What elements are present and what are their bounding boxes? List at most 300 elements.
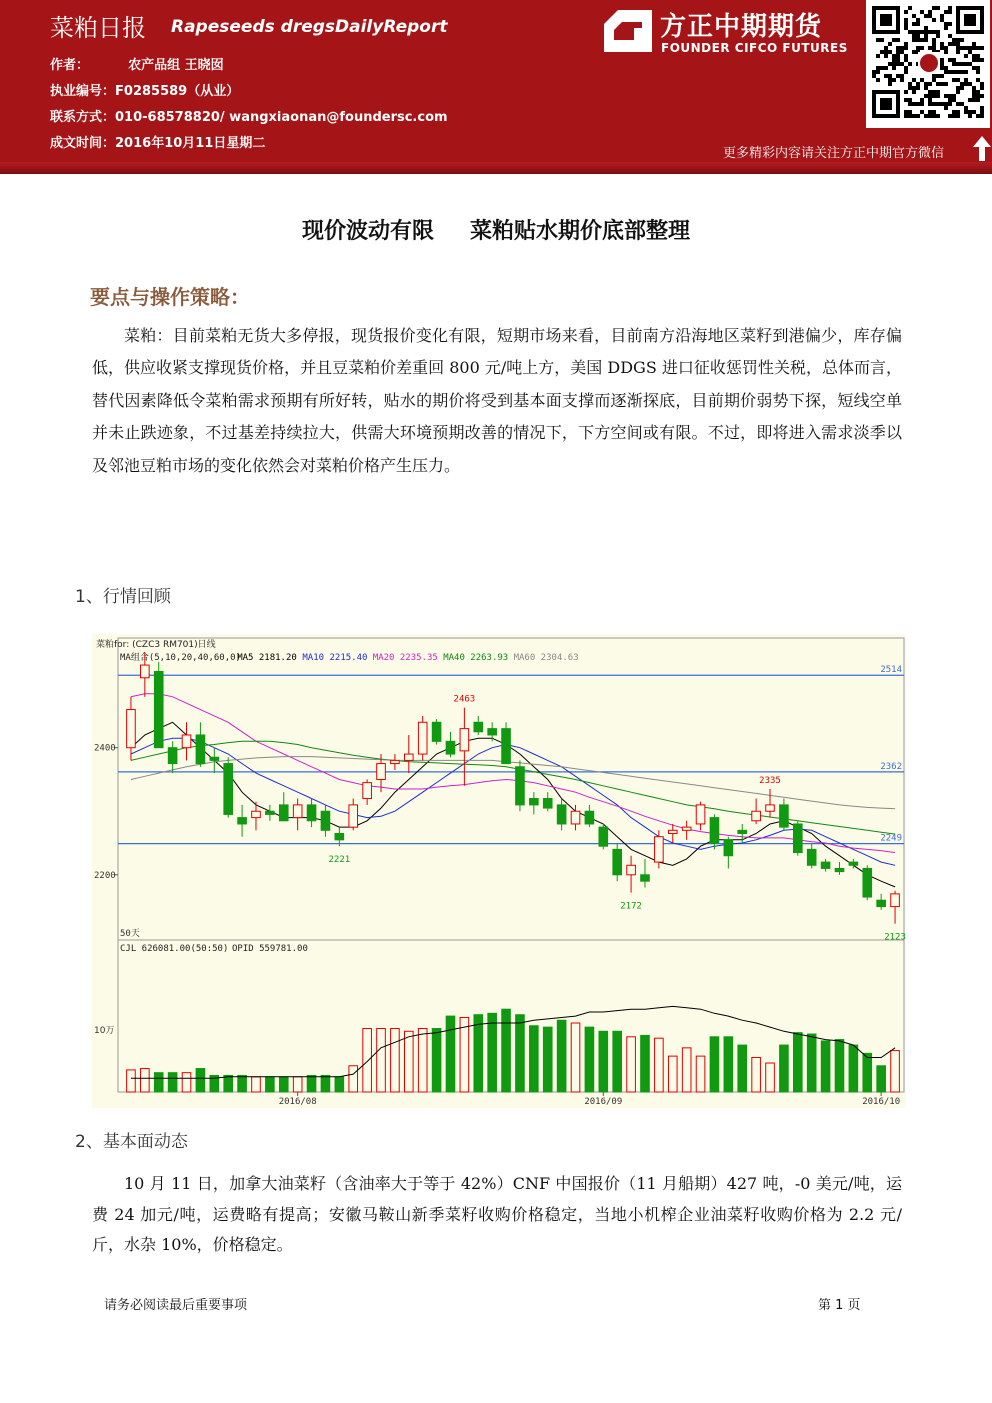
- candle-body: [543, 799, 552, 809]
- qr-module: [928, 102, 932, 106]
- volume-bar: [377, 1029, 386, 1092]
- volume-bar: [238, 1075, 247, 1092]
- volume-bar: [474, 1015, 483, 1092]
- qr-module: [968, 50, 972, 54]
- logo-text-cn: 方正中期期货: [660, 12, 823, 42]
- qr-module: [912, 102, 916, 106]
- qr-module: [976, 90, 980, 94]
- candle-body: [404, 754, 413, 760]
- qr-module: [980, 82, 984, 86]
- volume-bar: [891, 1051, 900, 1092]
- qr-module: [920, 78, 924, 82]
- qr-module: [980, 58, 984, 62]
- qr-module: [892, 58, 896, 62]
- qr-module: [932, 30, 936, 34]
- volume-bar: [724, 1037, 733, 1092]
- section-heading-strategy: 要点与操作策略：: [90, 285, 250, 309]
- candle-body: [210, 757, 219, 760]
- qr-module: [976, 46, 980, 50]
- qr-module: [896, 62, 900, 66]
- ma-legend-item: MA20 2235.35: [372, 653, 438, 663]
- candle-body: [682, 827, 691, 830]
- qr-module: [888, 50, 892, 54]
- qr-module: [944, 70, 948, 74]
- qr-module: [916, 38, 920, 42]
- qr-module: [940, 66, 944, 70]
- volume-tick-label: 10万: [94, 1025, 115, 1036]
- qr-module: [904, 18, 908, 22]
- qr-module: [968, 46, 972, 50]
- volume-bar: [682, 1048, 691, 1092]
- contact-label: 联系方式：: [50, 110, 116, 125]
- qr-module: [968, 82, 972, 86]
- qr-module: [980, 106, 984, 110]
- qr-module: [932, 6, 936, 10]
- qr-module: [956, 86, 960, 90]
- qr-module: [924, 86, 928, 90]
- qr-module: [904, 26, 908, 30]
- qr-module: [932, 74, 936, 78]
- candle-body: [821, 862, 830, 868]
- qr-module: [936, 82, 940, 86]
- qr-module: [900, 46, 904, 50]
- qr-module: [928, 114, 932, 118]
- extreme-label: 2221: [328, 855, 351, 866]
- qr-module: [912, 50, 916, 54]
- candle-body: [279, 805, 288, 821]
- qr-module: [880, 38, 884, 42]
- qr-module: [916, 34, 920, 38]
- candle-body: [641, 875, 650, 881]
- qr-module: [876, 70, 880, 74]
- qr-module: [908, 98, 912, 102]
- volume-bar: [557, 1020, 566, 1092]
- volume-bar: [627, 1037, 636, 1092]
- qr-module: [908, 102, 912, 106]
- qr-module: [948, 58, 952, 62]
- qr-module: [900, 62, 904, 66]
- qr-module: [936, 30, 940, 34]
- qr-module: [920, 98, 924, 102]
- qr-module: [932, 90, 936, 94]
- qr-module: [936, 102, 940, 106]
- qr-module: [956, 102, 960, 106]
- qr-module: [932, 102, 936, 106]
- brand-title: 菜粕日报: [50, 14, 146, 42]
- qr-module: [956, 90, 960, 94]
- qr-module: [948, 22, 952, 26]
- candle-body: [432, 722, 441, 741]
- qr-module: [928, 14, 932, 18]
- qr-module: [932, 78, 936, 82]
- qr-module: [924, 114, 928, 118]
- qr-module: [944, 22, 948, 26]
- qr-module: [972, 86, 976, 90]
- qr-module: [960, 82, 964, 86]
- volume-bar: [349, 1066, 358, 1092]
- qr-module: [912, 22, 916, 26]
- volume-bar: [780, 1045, 789, 1092]
- qr-module: [920, 102, 924, 106]
- author-label: 作者：: [50, 58, 90, 73]
- candle-body: [877, 900, 886, 906]
- candle-body: [460, 729, 469, 751]
- candle-body: [793, 824, 802, 853]
- volume-bar: [432, 1029, 441, 1092]
- qr-module: [904, 58, 908, 62]
- candle-body: [335, 833, 344, 839]
- qr-module: [964, 82, 968, 86]
- qr-module: [892, 54, 896, 58]
- hline-label-2514: 2514: [880, 665, 902, 676]
- qr-module: [960, 62, 964, 66]
- qr-module: [884, 74, 888, 78]
- qr-module: [972, 54, 976, 58]
- qr-module: [912, 38, 916, 42]
- candle-body: [613, 849, 622, 874]
- qr-module: [872, 70, 876, 74]
- qr-module: [944, 94, 948, 98]
- extreme-label: 2172: [620, 901, 642, 912]
- qr-module: [896, 54, 900, 58]
- follow-wechat-text[interactable]: 更多精彩内容请关注方正中期官方微信: [723, 146, 945, 161]
- candle-body: [668, 830, 677, 833]
- qr-module: [972, 98, 976, 102]
- contact-line: [50, 106, 448, 125]
- qr-module: [888, 62, 892, 66]
- volume-bar: [335, 1077, 344, 1092]
- qr-module: [944, 106, 948, 110]
- candle-body: [766, 805, 775, 811]
- qr-code-icon[interactable]: [866, 0, 990, 128]
- candle-body: [571, 811, 580, 824]
- contact-value[interactable]: 010-68578820/ wangxiaonan@foundersc.com: [115, 110, 448, 125]
- qr-module: [956, 114, 960, 118]
- qr-module: [976, 58, 980, 62]
- qr-module: [956, 46, 960, 50]
- volume-bar: [293, 1077, 302, 1092]
- qr-module: [952, 58, 956, 62]
- qr-module: [932, 114, 936, 118]
- volume-bar: [321, 1075, 330, 1092]
- qr-module: [948, 42, 952, 46]
- candle-body: [418, 722, 427, 754]
- qr-module: [892, 62, 896, 66]
- volume-bar: [279, 1077, 288, 1092]
- qr-module: [924, 30, 928, 34]
- volume-bar: [821, 1041, 830, 1092]
- volume-bar: [752, 1058, 761, 1093]
- candle-body: [321, 811, 330, 830]
- qr-module: [896, 58, 900, 62]
- volume-bar: [252, 1077, 261, 1092]
- qr-module: [940, 14, 944, 18]
- qr-module: [948, 94, 952, 98]
- qr-module: [912, 86, 916, 90]
- qr-module: [940, 102, 944, 106]
- qr-module: [880, 50, 884, 54]
- candle-body: [377, 764, 386, 780]
- qr-module: [892, 78, 896, 82]
- qr-module: [976, 98, 980, 102]
- qr-module: [884, 50, 888, 54]
- qr-module: [940, 58, 944, 62]
- candle-body: [585, 811, 594, 824]
- candle-body: [835, 868, 844, 871]
- qr-module: [904, 10, 908, 14]
- qr-module: [928, 94, 932, 98]
- qr-module: [960, 102, 964, 106]
- qr-module: [920, 110, 924, 114]
- qr-module: [972, 110, 976, 114]
- qr-module: [900, 74, 904, 78]
- qr-module: [968, 98, 972, 102]
- qr-module: [944, 46, 948, 50]
- price-tick-label: 2200: [94, 870, 116, 881]
- volume-bar: [127, 1070, 136, 1092]
- qr-module: [976, 78, 980, 82]
- ma-legend-item: MA60 2304.63: [513, 653, 579, 663]
- title-part-2: 菜粕贴水期价底部整理: [470, 219, 691, 244]
- qr-module: [964, 62, 968, 66]
- qr-module: [888, 78, 892, 82]
- qr-module: [904, 114, 908, 118]
- report-header: [0, 0, 992, 162]
- candle-body: [530, 799, 539, 805]
- qr-module: [956, 78, 960, 82]
- qr-module: [936, 74, 940, 78]
- qr-module: [908, 82, 912, 86]
- qr-module: [952, 114, 956, 118]
- candle-body: [849, 862, 858, 865]
- volume-bar: [154, 1073, 163, 1092]
- qr-module: [908, 114, 912, 118]
- qr-module: [976, 114, 980, 118]
- qr-module: [956, 62, 960, 66]
- volume-bar: [502, 1009, 511, 1092]
- qr-module: [948, 6, 952, 10]
- qr-module: [960, 70, 964, 74]
- qr-module: [952, 78, 956, 82]
- candle-body: [391, 760, 400, 763]
- candle-body: [488, 729, 497, 735]
- volume-bar: [835, 1040, 844, 1092]
- volume-bar: [738, 1045, 747, 1092]
- qr-module: [876, 78, 880, 82]
- hline-label-2249: 2249: [880, 833, 902, 844]
- hline-label-2362: 2362: [880, 761, 902, 772]
- volume-bar: [613, 1031, 622, 1092]
- qr-module: [888, 74, 892, 78]
- extreme-label: 2123: [884, 932, 906, 943]
- volume-bar: [599, 1031, 608, 1092]
- title-part-1: 现价波动有限: [301, 219, 434, 244]
- candle-body: [154, 671, 163, 747]
- qr-finder-inner: [964, 14, 976, 26]
- qr-module: [948, 98, 952, 102]
- fundamentals-paragraph: 10 月 11 日，加拿大油菜籽（含油率大于等于 42%）CNF 中国报价（11 月船期）427 吨，-0 美元/吨，运费 24 加元/吨，运费略有提高；安徽马鞍山新季菜籽收购价格稳定，当地小机榨企业油菜籽收购价格为 2.2 元/斤，水杂 10%，价格稳定。: [92, 1174, 902, 1255]
- candle-body: [238, 818, 247, 824]
- qr-module: [876, 54, 880, 58]
- qr-module: [924, 26, 928, 30]
- qr-module: [964, 78, 968, 82]
- date-label: 成文时间：: [50, 136, 116, 151]
- qr-module: [940, 74, 944, 78]
- qr-module: [960, 46, 964, 50]
- qr-module: [916, 114, 920, 118]
- volume-bar: [363, 1029, 372, 1092]
- qr-module: [960, 38, 964, 42]
- volume-bar: [391, 1029, 400, 1092]
- volume-bar: [585, 1027, 594, 1092]
- volume-bar: [543, 1027, 552, 1092]
- qr-module: [948, 70, 952, 74]
- qr-module: [928, 110, 932, 114]
- qr-module: [940, 46, 944, 50]
- qr-module: [956, 50, 960, 54]
- candle-body: [474, 722, 483, 732]
- qr-module: [904, 46, 908, 50]
- volume-bar: [182, 1073, 191, 1092]
- qr-module: [940, 18, 944, 22]
- qr-module: [912, 90, 916, 94]
- qr-module: [976, 54, 980, 58]
- qr-module: [964, 46, 968, 50]
- volume-bar: [168, 1073, 177, 1092]
- candle-body: [627, 865, 636, 875]
- candle-body: [446, 741, 455, 754]
- qr-module: [952, 62, 956, 66]
- qr-module: [936, 114, 940, 118]
- qr-module: [944, 66, 948, 70]
- ma-legend-item: MA组合(5,10,20,40,60,0): [120, 653, 241, 663]
- candle-body: [363, 783, 372, 799]
- qr-module: [960, 86, 964, 90]
- ma-legend-item: MA10 2215.40: [302, 653, 368, 663]
- qr-module: [916, 22, 920, 26]
- qr-finder-inner: [880, 14, 892, 26]
- document-title: [0, 214, 992, 245]
- qr-module: [892, 66, 896, 70]
- qr-module: [932, 38, 936, 42]
- qr-module: [940, 62, 944, 66]
- x-tick-label: 2016/08: [278, 1097, 317, 1107]
- qr-module: [956, 38, 960, 42]
- chart-title: 菜粕for: (CZC3 RM701)日线: [96, 640, 216, 650]
- qr-module: [924, 82, 928, 86]
- license-line: [50, 80, 239, 99]
- qr-module: [920, 10, 924, 14]
- qr-module: [908, 110, 912, 114]
- volume-bar: [668, 1056, 677, 1092]
- qr-module: [944, 10, 948, 14]
- volume-bar: [460, 1017, 469, 1092]
- volume-bar: [530, 1026, 539, 1092]
- summary-paragraph: 菜粕：目前菜粕无货大多停报，现货报价变化有限，短期市场来看，目前南方沿海地区菜籽到港偏少，库存偏低，供应收紧支撑现货价格，并且豆菜粕价差重回 800 元/吨上方，美国 DDGS 进口征收惩罚性关税，总体而言，替代因素降低令菜粕需求预期有所好转，贴水的期价将受到基本面支撑而逐渐探底，目前期价弱势下探，短线空单并未止跌迹象，不过基差持续拉大，供需大环境预期改善的情况下，下方空间或有限。不过，即将进入需求淡季以及邻池豆粕市场的变化依然会对菜粕价格产生压力。: [92, 326, 902, 475]
- ma-legend-item: MA5 2181.20: [237, 653, 297, 663]
- qr-module: [912, 114, 916, 118]
- qr-module: [888, 42, 892, 46]
- candle-body: [127, 710, 136, 748]
- qr-module: [980, 94, 984, 98]
- logo-text-en: FOUNDER CIFCO FUTURES: [661, 41, 848, 55]
- qr-module: [968, 114, 972, 118]
- qr-module: [916, 46, 920, 50]
- qr-module: [948, 114, 952, 118]
- candle-body: [780, 805, 789, 827]
- candle-body: [502, 729, 511, 764]
- qr-module: [928, 82, 932, 86]
- qr-module: [964, 54, 968, 58]
- oi-legend: OPID 559781.00: [232, 944, 308, 954]
- candle-body: [196, 735, 205, 764]
- qr-module: [944, 102, 948, 106]
- qr-module: [964, 110, 968, 114]
- qr-module: [972, 94, 976, 98]
- qr-module: [916, 82, 920, 86]
- volume-bar: [307, 1075, 316, 1092]
- qr-module: [904, 66, 908, 70]
- qr-module: [956, 70, 960, 74]
- qr-module: [908, 30, 912, 34]
- qr-module: [880, 66, 884, 70]
- qr-module: [912, 78, 916, 82]
- qr-module: [968, 62, 972, 66]
- qr-module: [956, 42, 960, 46]
- qr-module: [948, 102, 952, 106]
- date-line: [50, 132, 265, 151]
- qr-module: [936, 6, 940, 10]
- candle-body: [182, 735, 191, 748]
- qr-module: [928, 30, 932, 34]
- qr-module: [924, 34, 928, 38]
- qr-module: [944, 50, 948, 54]
- volume-bar: [571, 1023, 580, 1092]
- qr-module: [948, 34, 952, 38]
- volume-bar: [877, 1066, 886, 1092]
- volume-bar: [766, 1063, 775, 1092]
- header-divider: [0, 162, 992, 174]
- qr-module: [956, 110, 960, 114]
- qr-module: [900, 78, 904, 82]
- candle-body: [307, 805, 316, 821]
- volume-bar: [807, 1034, 816, 1092]
- qr-module: [952, 70, 956, 74]
- volume-bar: [710, 1037, 719, 1092]
- qr-module: [944, 82, 948, 86]
- qr-module: [952, 110, 956, 114]
- qr-module: [976, 66, 980, 70]
- qr-module: [872, 74, 876, 78]
- qr-module: [920, 30, 924, 34]
- qr-module: [876, 38, 880, 42]
- qr-module: [952, 38, 956, 42]
- days-label: 50天: [120, 929, 140, 939]
- arrow-up-icon: [972, 134, 992, 162]
- heading-fundamentals: 2、基本面动态: [75, 1132, 188, 1152]
- qr-module: [964, 70, 968, 74]
- qr-module: [908, 86, 912, 90]
- qr-module: [980, 86, 984, 90]
- qr-module: [920, 38, 924, 42]
- candle-body: [891, 894, 900, 907]
- qr-module: [972, 66, 976, 70]
- qr-module: [932, 110, 936, 114]
- qr-module: [896, 46, 900, 50]
- qr-module: [952, 42, 956, 46]
- volume-bar: [793, 1033, 802, 1092]
- qr-module: [936, 94, 940, 98]
